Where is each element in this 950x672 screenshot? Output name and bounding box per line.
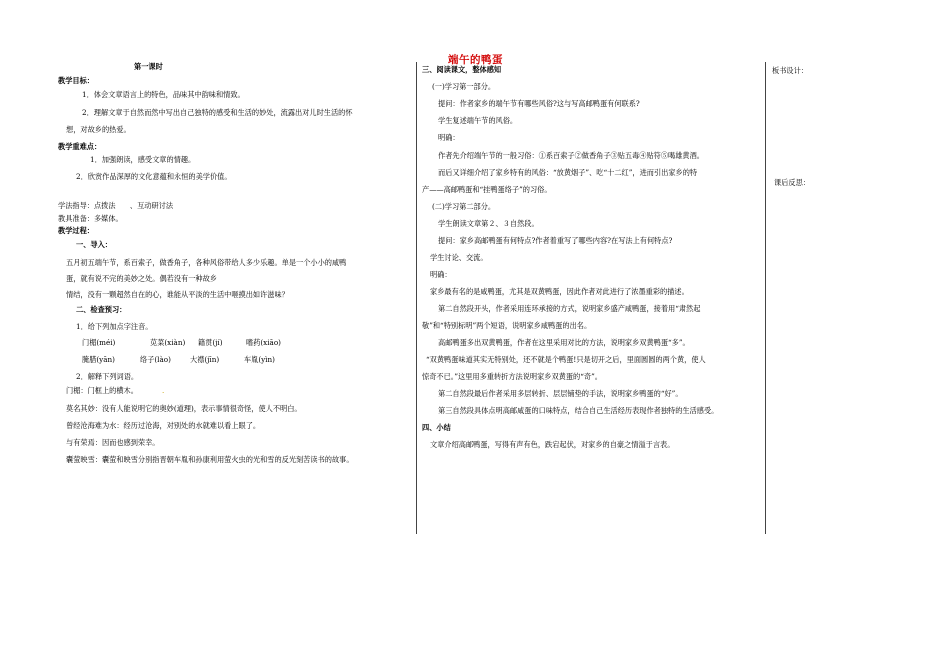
- word-1: 门楣(méi): [82, 338, 116, 347]
- vocab-2: 莫名其妙：没有人能说明它的奥妙(道理)，表示事情很奇怪，使人不明白。: [66, 404, 302, 413]
- mid-p16: 高邮鸭蛋多出双黄鸭蛋，作者在这里采用对比的方法，说明家乡双黄鸭蛋“多”。: [438, 338, 690, 347]
- dot-marker: .: [162, 386, 165, 395]
- intro-line-1: 五月初五端午节，系百索子，做香角子，各种风俗带给人多少乐趣。单是一个小小的咸鸭: [66, 258, 347, 267]
- mid-p5: 作者先介绍端午节的一般习俗：①系百索子②做香角子③贴五毒④贴符⑤喝雄黄酒。: [438, 151, 704, 160]
- word-8: 车胤(yìn): [244, 355, 275, 364]
- focus-1: 1．加强朗读，感受文章的情趣。: [90, 155, 196, 164]
- intro-heading: 一、导入：: [76, 240, 112, 249]
- word-6: 络子(lào): [140, 355, 171, 364]
- section-3-heading: 三、阅读课文，整体感知: [422, 65, 502, 74]
- mid-p15: 敬”和“特别标明”两个短语，说明家乡咸鸭蛋的出名。: [422, 321, 592, 330]
- preview-heading: 二、检查预习：: [76, 305, 127, 314]
- process-heading: 教学过程：: [58, 226, 94, 235]
- mid-p9: 学生朗读文章第２、３自然段。: [438, 219, 539, 228]
- mid-p8: (二)学习第二部分。: [432, 202, 496, 211]
- section-4-heading: 四、小结: [422, 423, 451, 432]
- mid-p17: “双黄鸭蛋味道其实无特别处，还不就是个鸭蛋!只是切开之后，里面圆圆的两个黄，使人: [426, 355, 706, 364]
- focus-heading: 教学重难点：: [58, 142, 102, 151]
- vocab-1: 门楣：门框上的横木。: [66, 386, 138, 395]
- pinyin-task: 1．给下列加点字注音。: [76, 322, 153, 331]
- word-4: 嗜药(xiāo): [246, 338, 281, 347]
- mid-p7: 产——高邮鸭蛋和“挂鸭蛋络子”的习俗。: [422, 185, 552, 194]
- mid-p2: 提问：作者家乡的端午节有哪些风俗?这与写高邮鸭蛋有何联系?: [438, 99, 640, 108]
- vocab-5: 囊萤映雪：囊萤和映雪分别指晋朝车胤和孙康利用萤火虫的光和雪的反光刻苦读书的故事。: [66, 455, 354, 464]
- vocab-3: 曾经沧海难为水：经历过沧海，对别处的水就难以看上眼了。: [66, 421, 261, 430]
- goal-1: 1．体会文章语言上的特色，品味其中韵味和情致。: [82, 90, 245, 99]
- mid-p21: 文章介绍高邮鸭蛋，写得有声有色，跌宕起伏，对家乡的自豪之情溢于言表。: [430, 440, 675, 449]
- word-5: 腌腊(yān): [82, 355, 115, 364]
- tools-line: 教具准备：多媒体。: [58, 214, 123, 223]
- mid-p12: 明确：: [430, 270, 452, 279]
- mid-p20: 第三自然段具体点明高邮咸蛋的口味特点，结合自己生活经历表现作者独特的生活感受。: [438, 406, 719, 415]
- mid-p4: 明确：: [438, 133, 460, 142]
- mid-p6: 而后又详细介绍了家乡特有的风俗：“放黄烟子”、吃“十二红”，进而引出家乡的特: [438, 168, 698, 177]
- column-divider-1: [416, 62, 417, 534]
- mid-p14: 第二自然段开头，作者采用连环承接的方式，说明家乡盛产咸鸭蛋，接着用“肃然起: [438, 304, 701, 313]
- goals-heading: 教学目标：: [58, 76, 94, 85]
- vocab-task: 2．解释下列词语。: [76, 372, 139, 381]
- focus-2: 2．欣赏作品深厚的文化意蕴和永恒的美学价值。: [76, 172, 232, 181]
- mid-p3: 学生复述端午节的风俗。: [438, 116, 518, 125]
- mid-p11: 学生讨论、交流。: [430, 253, 488, 262]
- mid-p10: 提问：家乡高邮鸭蛋有何特点?作者着重写了哪些内容?在写法上有何特点?: [438, 236, 673, 245]
- word-7: 大襟(jīn): [190, 355, 220, 364]
- mid-p18: 惊奇不已。”这里用多重转折方法说明家乡双黄蛋的“奇”。: [422, 372, 602, 381]
- intro-line-2: 蛋，就有说不完的美妙之处。偶若没有一种故乡: [66, 274, 217, 283]
- mid-p19: 第二自然段最后作者采用多层转折、层层铺垫的手法，说明家乡鸭蛋的“好”。: [438, 389, 683, 398]
- method-line: 学法指导：点拨法 、互动研讨法: [58, 201, 174, 210]
- mid-p1: (一)学习第一部分。: [432, 82, 496, 91]
- word-3: 籍贯(jí): [198, 338, 223, 347]
- goal-2a: 2．理解文章于自然而然中写出自己独特的感受和生活的妙处，流露出对儿时生活的怀: [82, 108, 353, 117]
- reflection-label: 课后反思：: [774, 178, 810, 187]
- mid-p13: 家乡最有名的是咸鸭蛋，尤其是双黄鸭蛋，因此作者对此进行了浓墨重彩的描述。: [430, 287, 689, 296]
- document-title: 端午的鸭蛋: [448, 54, 503, 66]
- column-divider-2: [765, 62, 766, 534]
- board-design-label: 板书设计：: [772, 66, 808, 75]
- lesson-title: 第一课时: [134, 62, 163, 71]
- goal-2b: 想，对故乡的热爱。: [66, 125, 131, 134]
- intro-line-3: 情结，没有一颗超然自在的心，谁能从平淡的生活中咂摸出如许滋味？: [66, 290, 289, 299]
- word-2: 苋菜(xiàn): [150, 338, 186, 347]
- vocab-4: 与有荣焉：因而也感到荣幸。: [66, 438, 160, 447]
